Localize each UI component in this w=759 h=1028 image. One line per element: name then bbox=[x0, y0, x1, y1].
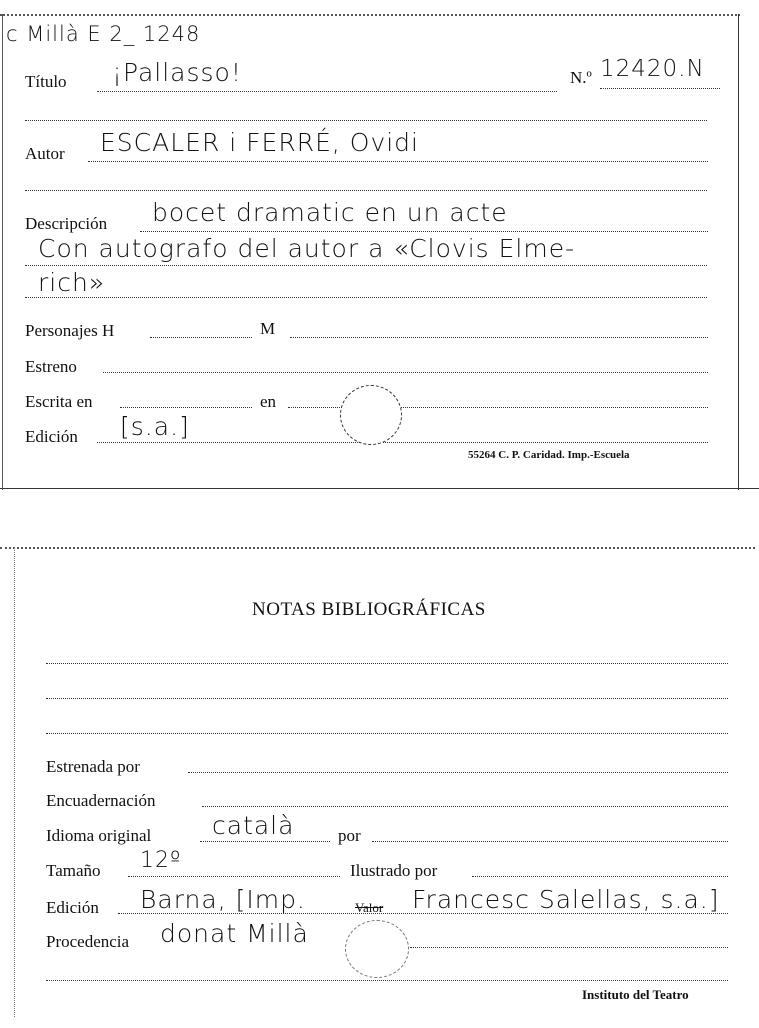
notas-bottom-line bbox=[46, 980, 728, 981]
descripcion-value-2: Con autografo del autor a «Clovis Elme- bbox=[38, 234, 576, 263]
personajes-h-line bbox=[150, 337, 252, 338]
autor-label: Autor bbox=[25, 144, 65, 163]
notas-line-1 bbox=[46, 663, 728, 664]
edicion-value-place: Barna, [Imp. bbox=[140, 885, 306, 914]
card-left-edge bbox=[2, 14, 3, 490]
card-top-edge bbox=[0, 547, 755, 549]
numero-value: 12420.N bbox=[600, 56, 705, 82]
idioma-line bbox=[200, 841, 330, 842]
encuadernacion-line bbox=[202, 806, 728, 807]
estreno-label: Estreno bbox=[25, 357, 77, 376]
encuadernacion-label: Encuadernación bbox=[46, 791, 156, 810]
titulo-line bbox=[97, 91, 557, 92]
titulo-line-2 bbox=[25, 120, 707, 121]
autor-value: ESCALER i FERRÉ, Ovidi bbox=[100, 128, 419, 157]
catalog-card-front bbox=[0, 0, 759, 495]
catalog-card-back bbox=[0, 535, 759, 1028]
descripcion-line-2 bbox=[25, 265, 707, 266]
stamp-seal bbox=[345, 920, 409, 978]
idioma-value: català bbox=[212, 811, 295, 840]
stamp-seal bbox=[340, 385, 402, 445]
personajes-m-label: M bbox=[260, 319, 276, 338]
card-left-edge bbox=[14, 547, 15, 1017]
numero-label: N.º bbox=[570, 68, 592, 87]
shelf-mark-note: c Millà E 2_ 1248 bbox=[6, 22, 201, 46]
descripcion-value-1: bocet dramatic en un acte bbox=[152, 198, 508, 227]
tamano-line bbox=[128, 876, 340, 877]
escrita-label: Escrita en bbox=[25, 392, 93, 411]
titulo-label: Título bbox=[25, 72, 67, 91]
ilustrado-line bbox=[472, 876, 728, 877]
titulo-value: ¡Pallasso! bbox=[112, 58, 242, 87]
descripcion-label: Descripción bbox=[25, 214, 108, 233]
idioma-por-label: por bbox=[338, 826, 361, 845]
edicion-value: [s.a.] bbox=[120, 412, 190, 441]
autor-line-2 bbox=[25, 190, 707, 191]
numero-line bbox=[600, 88, 720, 89]
card-bottom-edge bbox=[0, 488, 759, 489]
autor-line bbox=[88, 161, 708, 162]
tamano-label: Tamaño bbox=[46, 861, 101, 880]
edicion-value-printer: Francesc Salellas, s.a.] bbox=[412, 885, 720, 914]
estrenada-line bbox=[188, 772, 728, 773]
procedencia-label: Procedencia bbox=[46, 932, 130, 951]
escrita-en-label: en bbox=[260, 392, 277, 411]
edicion-value-struck: Valor bbox=[355, 900, 384, 915]
procedencia-line bbox=[410, 947, 728, 948]
tamano-value: 12º bbox=[140, 848, 182, 873]
idioma-por-line bbox=[372, 841, 728, 842]
edicion-label: Edición bbox=[25, 427, 78, 446]
estrenada-label: Estrenada por bbox=[46, 757, 140, 776]
escrita-line bbox=[120, 407, 252, 408]
printer-imprint: 55264 C. P. Caridad. Imp.-Escuela bbox=[468, 449, 630, 461]
card-right-edge bbox=[738, 14, 739, 490]
estreno-line bbox=[103, 372, 708, 373]
notas-line-3 bbox=[46, 733, 728, 734]
edicion-line bbox=[97, 442, 708, 443]
edicion-label: Edición bbox=[46, 898, 99, 917]
descripcion-value-3: rich» bbox=[38, 268, 106, 297]
descripcion-line-3 bbox=[25, 297, 707, 298]
notas-title: NOTAS BIBLIOGRÁFICAS bbox=[252, 599, 486, 620]
idioma-label: Idioma original bbox=[46, 826, 152, 845]
ilustrado-label: Ilustrado por bbox=[350, 861, 438, 880]
institution-footer: Instituto del Teatro bbox=[582, 987, 689, 1002]
notas-line-2 bbox=[46, 698, 728, 699]
procedencia-value: donat Millà bbox=[160, 919, 309, 948]
descripcion-line-1 bbox=[140, 231, 708, 232]
personajes-label: Personajes H bbox=[25, 321, 115, 340]
personajes-m-line bbox=[290, 337, 708, 338]
card-top-edge bbox=[0, 14, 740, 16]
